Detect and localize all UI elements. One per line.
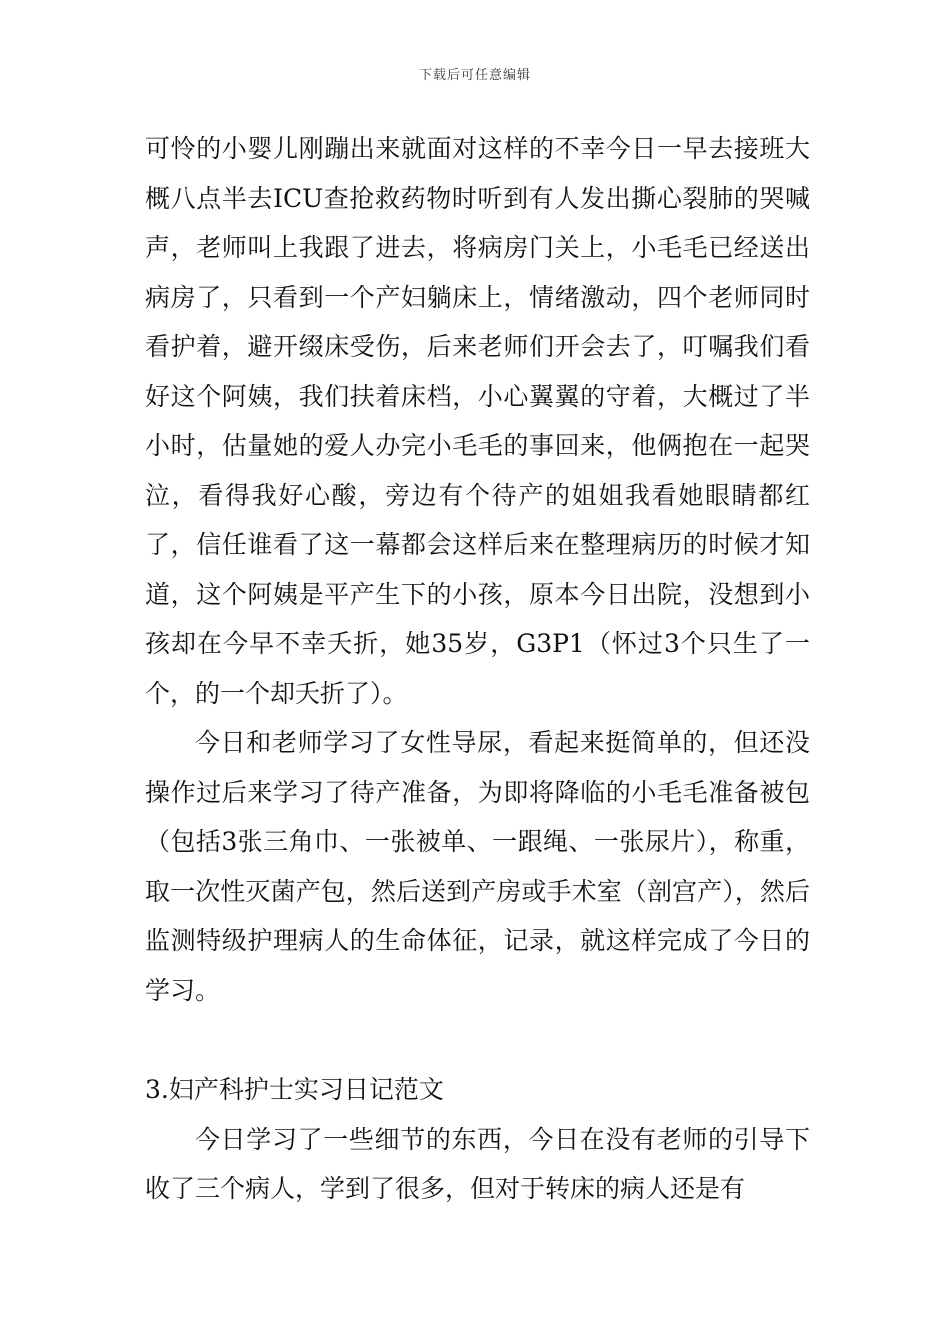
document-body — [145, 124, 810, 1214]
paragraph-2: 今日和老师学习了女性导尿，看起来挺简单的，但还没操作过后来学习了待产准备，为即将降临的小毛毛准备被包（包括3张三角巾、一张被单、一跟绳、一张尿片），称重，取一次性灭菌产包，然后送到产房或手术室（剖宫产），然后监测特级护理病人的生命体征，记录，就这样完成了今日的学习。 — [145, 728, 810, 1005]
section-title: 3.妇产科护士实习日记范文 — [145, 1075, 444, 1104]
page-header: 下载后可任意编辑 — [418, 68, 531, 83]
paragraph-1: 可怜的小婴儿刚蹦出来就面对这样的不幸今日一早去接班大概八点半去ICU查抢救药物时听到有人发出撕心裂肺的哭喊声，老师叫上我跟了进去，将病房门关上，小毛毛已经送出病房了，只看到一个产妇躺床上，情绪激动，四个老师同时看护着，避开缀床受伤，后来老师们开会去了，叮嘱我们看好这个阿姨，我们扶着床档，小心翼翼的守着，大概过了半小时，估量她的爱人办完小毛毛的事回来，他俩抱在一起哭泣，看得我好心酸，旁边有个待产的姐姐我看她眼睛都红了，信任谁看了这一幕都会这样后来在整理病历的时候才知道，这个阿姨是平产生下的小孩，原本今日出院，没想到小孩却在今早不幸夭折，她35岁，G3P1（怀过3个只生了一个，的一个却夭折了）。 — [145, 134, 810, 708]
paragraph-3: 今日学习了一些细节的东西，今日在没有老师的引导下收了三个病人，学到了很多，但对于转床的病人还是有 — [145, 1124, 810, 1203]
